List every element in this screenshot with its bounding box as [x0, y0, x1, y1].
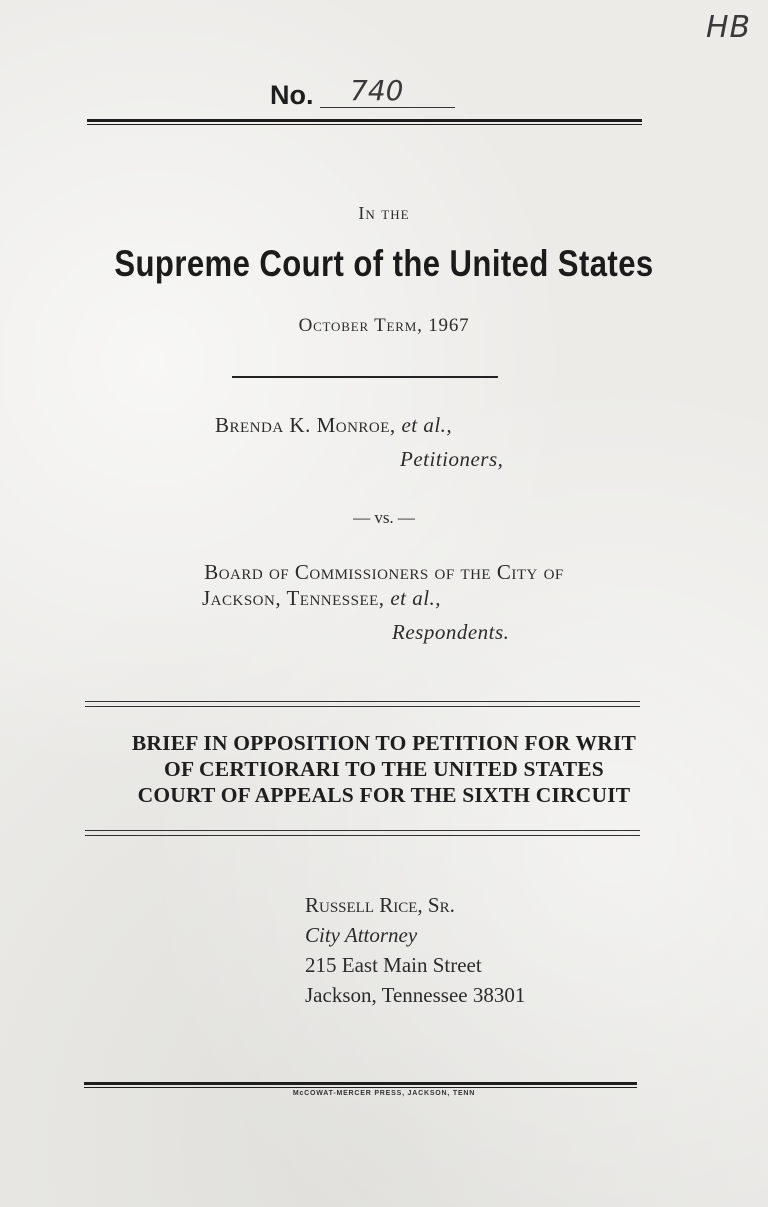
brief-title-line2: OF CERTIORARI TO THE UNITED STATES [164, 757, 604, 781]
handwritten-corner-mark: HB [706, 10, 752, 45]
respondent-etal: et al., [390, 586, 442, 610]
versus: — vs. — [353, 508, 415, 527]
attorney-block [305, 890, 525, 1010]
petitioner-role: Petitioners, [400, 447, 504, 471]
petitioner-name: Brenda K. Monroe, [215, 413, 396, 437]
respondent-role: Respondents. [392, 620, 510, 644]
docket-number-line [270, 74, 470, 118]
brief-title [0, 730, 768, 808]
printer-imprint: McCOWAT-MERCER PRESS, JACKSON, TENN [292, 1090, 476, 1097]
docket-underline [320, 107, 455, 108]
brief-title-line3: COURT OF APPEALS FOR THE SIXTH CIRCUIT [137, 783, 631, 807]
bottom-rule [84, 1082, 637, 1088]
term: October Term, 1967 [298, 315, 470, 336]
attorney-title: City Attorney [305, 923, 418, 947]
respondent-name-cont: Jackson, Tennessee, [202, 586, 385, 610]
docket-label: No. [270, 80, 314, 110]
respondent-line2 [202, 586, 441, 611]
docket-number: 740 [350, 74, 404, 107]
brief-top-rule [85, 701, 640, 707]
court-name: Supreme Court of the United States [114, 243, 654, 284]
short-divider [232, 376, 498, 378]
attorney-address-city: Jackson, Tennessee 38301 [305, 983, 526, 1007]
attorney-address-street: 215 East Main Street [305, 953, 482, 977]
court-prefix: In the [358, 203, 410, 223]
respondent-line1: Board of Commissioners of the City of [204, 560, 564, 584]
brief-bottom-rule [85, 830, 640, 836]
attorney-name: Russell Rice, Sr. [305, 893, 455, 917]
brief-title-line1: BRIEF IN OPPOSITION TO PETITION FOR WRIT [131, 731, 637, 755]
petitioner-etal: et al., [401, 413, 453, 437]
top-rule [87, 119, 642, 125]
petitioner-line [215, 413, 452, 438]
